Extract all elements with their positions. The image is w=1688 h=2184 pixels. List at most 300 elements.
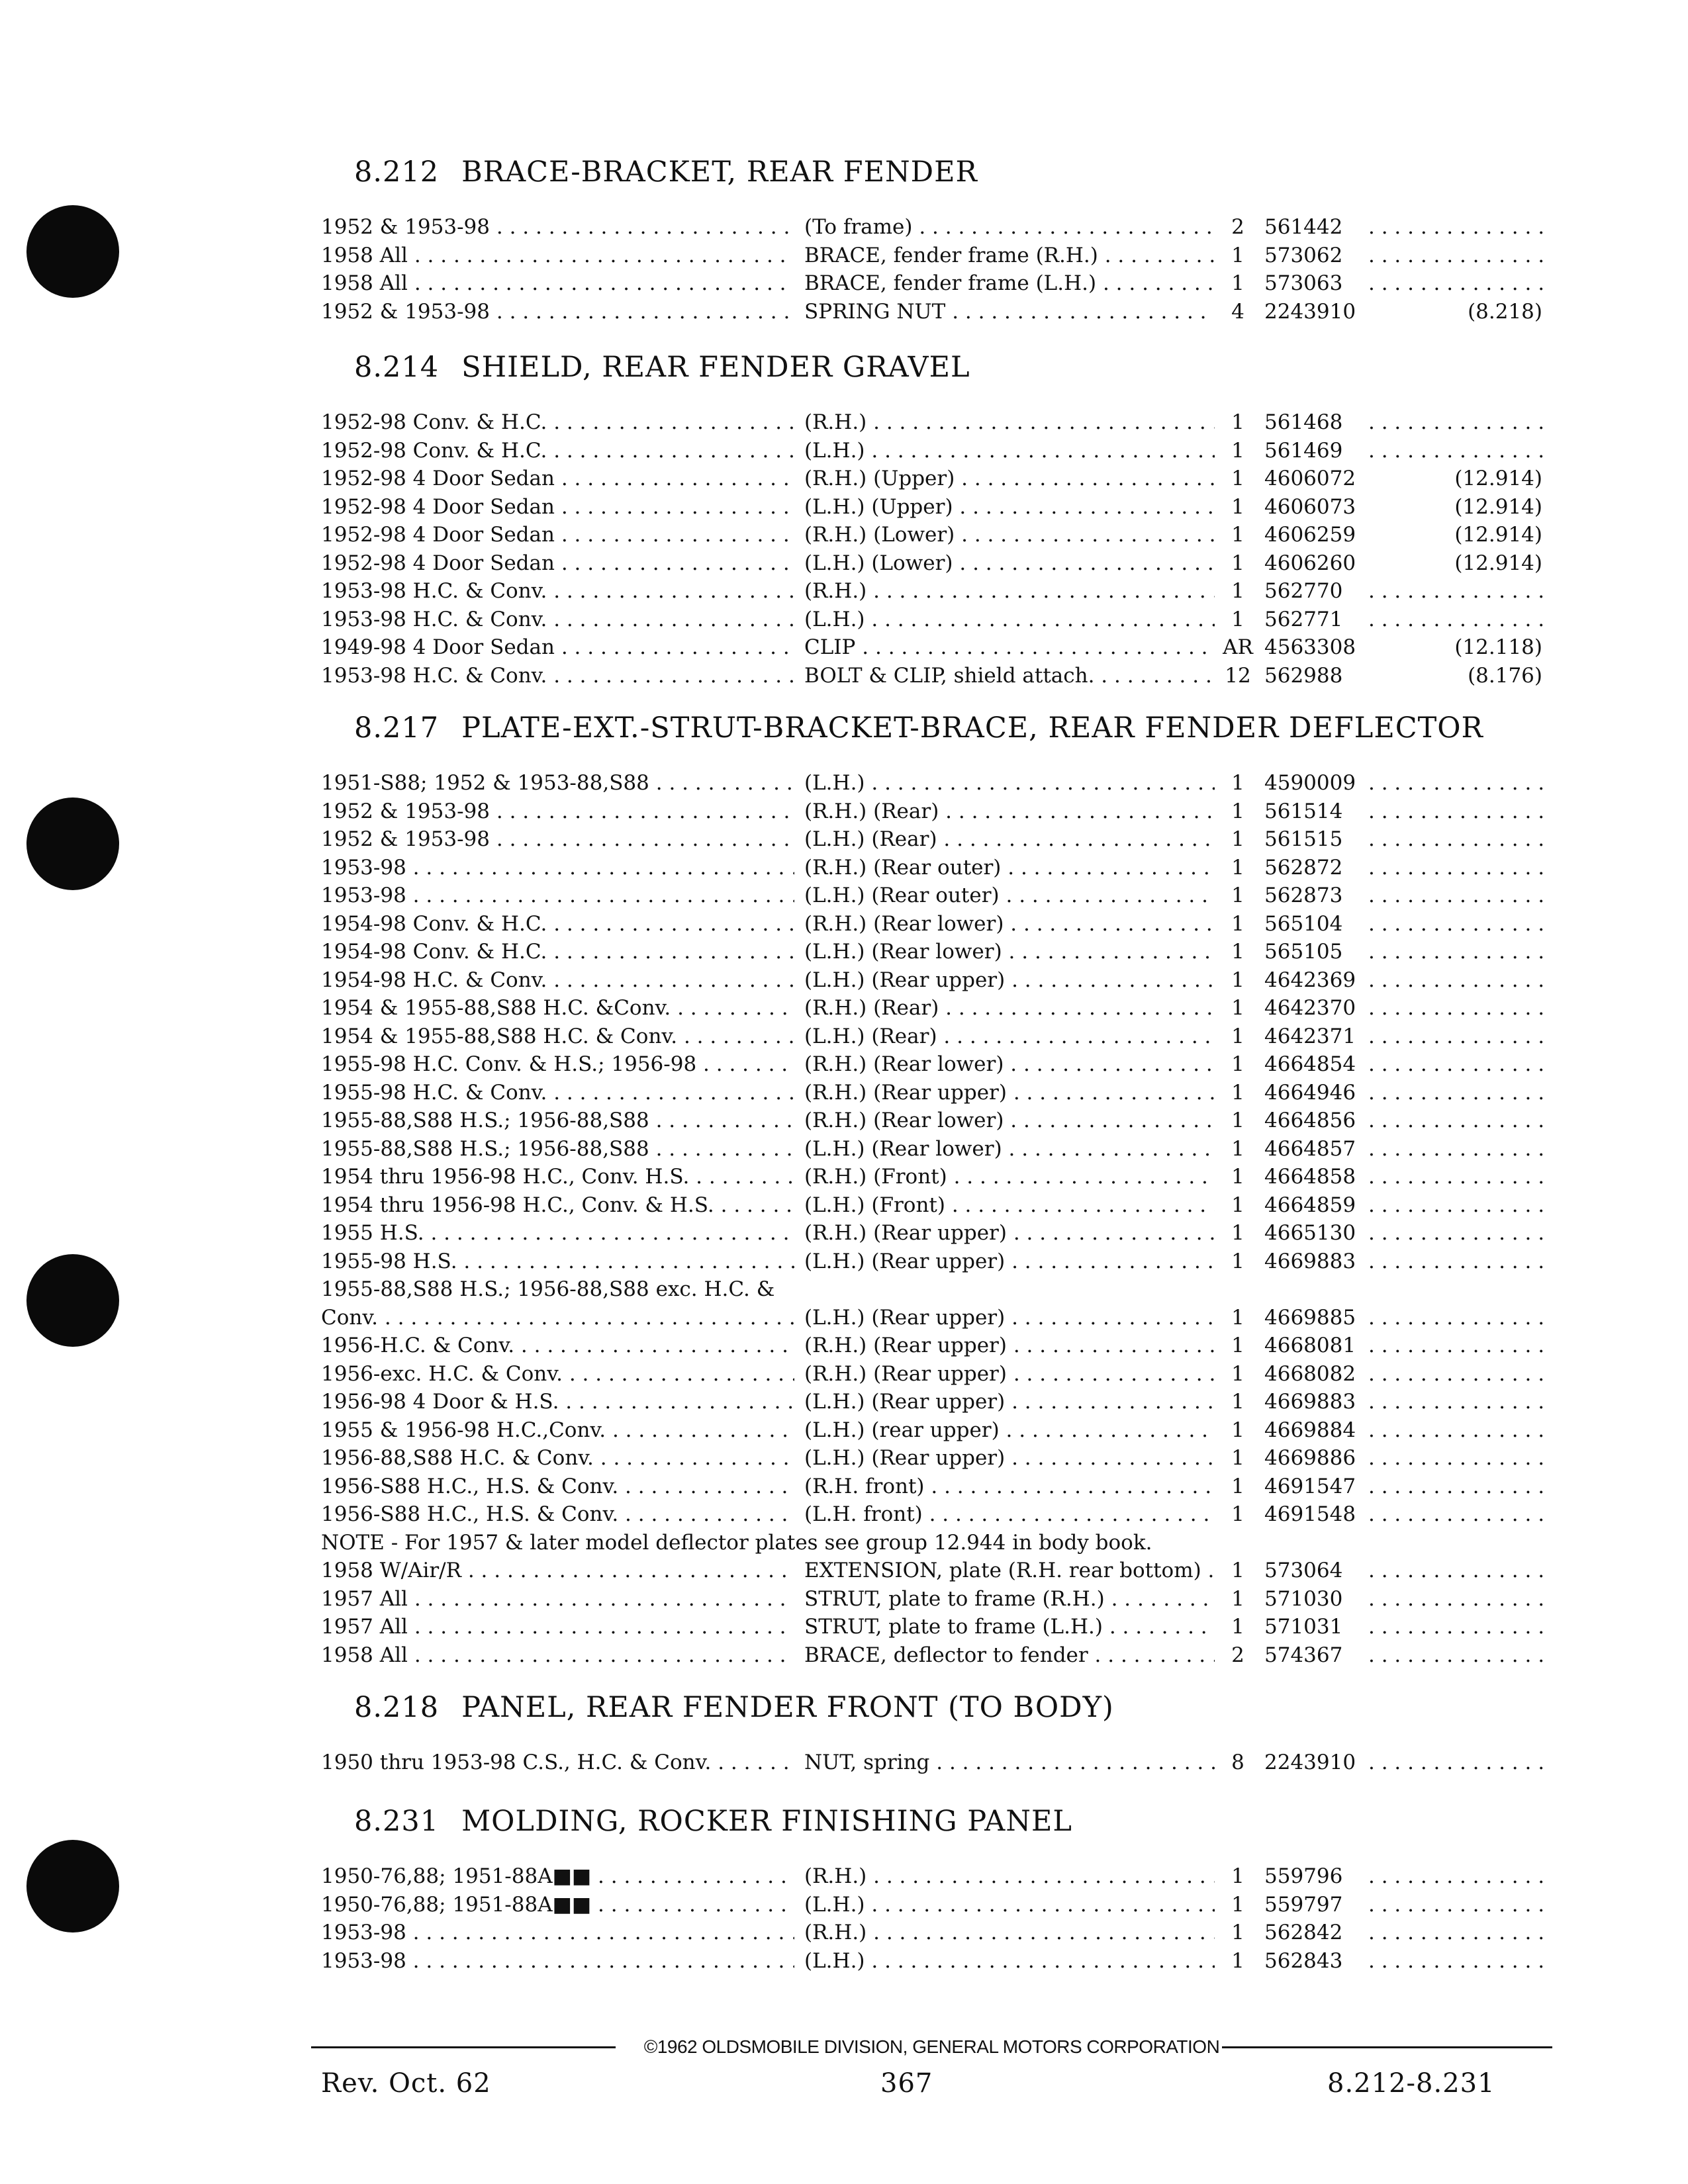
reference-cell [1367, 825, 1544, 854]
application-cell: 1954 thru 1956-98 H.C., Conv. & H.S. . . . [321, 1191, 794, 1220]
footer-section-range: 8.212-8.231 [1327, 2068, 1495, 2099]
reference-cell [1367, 213, 1544, 242]
application-cell: 1950 thru 1953-98 C.S., H.C. & Conv. . . . [321, 1749, 794, 1777]
reference-cell [1367, 1947, 1544, 1976]
table-row [321, 298, 1552, 326]
description-cell: (To frame) . . . [804, 213, 1215, 242]
part-number-cell: 4669884 [1264, 1418, 1356, 1442]
description-cell: BRACE, deflector to fender . . . [804, 1641, 1215, 1670]
part-number-cell: 4669885 [1264, 1305, 1356, 1330]
parts-table [321, 769, 1552, 1529]
description-cell: (R.H.) . . . [804, 577, 1215, 606]
application-cell: 1957 All . . . [321, 1613, 794, 1641]
quantity-cell: 1 [1231, 410, 1244, 434]
part-number-cell: 562842 [1264, 1921, 1343, 1944]
parts-table [321, 213, 1552, 326]
quantity-cell: 1 [1231, 855, 1244, 880]
part-number-cell: 4664857 [1264, 1136, 1356, 1161]
part-number-cell: 573062 [1264, 243, 1343, 267]
section-title [354, 708, 1552, 769]
table-row [321, 521, 1552, 549]
table-row [321, 1360, 1552, 1388]
table-row [321, 1416, 1552, 1445]
description-cell: BRACE, fender frame (R.H.) . . . [804, 242, 1215, 270]
description-cell: BOLT & CLIP, shield attach. . . . [804, 662, 1215, 690]
table-row [321, 1023, 1552, 1051]
part-number-cell: 4606073 [1264, 494, 1356, 519]
reference-cell: (8.218) [1468, 299, 1542, 324]
part-number-cell: 562771 [1264, 607, 1343, 631]
quantity-cell: 1 [1231, 1586, 1244, 1611]
part-number-cell: 4664854 [1264, 1052, 1356, 1076]
reference-cell [1367, 577, 1544, 606]
binder-hole [26, 1254, 119, 1347]
table-row [321, 797, 1552, 826]
binder-hole [26, 1840, 119, 1933]
table-row [321, 1473, 1552, 1501]
application-cell: 1954 & 1955-88,S88 H.C. &Conv. . . . [321, 994, 794, 1023]
application-cell: 1955 & 1956-98 H.C.,Conv. . . . [321, 1416, 794, 1445]
part-number-cell: 4668082 [1264, 1361, 1356, 1386]
description-cell: STRUT, plate to frame (L.H.) . . . [804, 1613, 1215, 1641]
part-number-cell: 565105 [1264, 940, 1343, 964]
quantity-cell: 1 [1231, 1193, 1244, 1217]
quantity-cell: 1 [1231, 494, 1244, 519]
part-number-cell: 562872 [1264, 855, 1343, 880]
table-row [321, 662, 1552, 690]
section-heading: SHIELD, REAR FENDER GRAVEL [461, 351, 970, 384]
description-cell: (L.H.) (Rear upper) . . . [804, 1388, 1215, 1416]
description-cell: (R.H.) (Rear upper) . . . [804, 1079, 1215, 1107]
reference-cell [1367, 966, 1544, 995]
reference-cell [1367, 1360, 1544, 1388]
table-row [321, 882, 1552, 910]
part-number-cell: 561468 [1264, 410, 1343, 434]
section-heading: PLATE-EXT.-STRUT-BRACKET-BRACE, REAR FENDER DEFLECTOR [461, 711, 1483, 745]
description-cell: STRUT, plate to frame (R.H.) . . . [804, 1585, 1215, 1614]
table-row [321, 1050, 1552, 1079]
table-row [321, 242, 1552, 270]
part-number-cell: 4669883 [1264, 1390, 1356, 1414]
description-cell: (L.H.) (Rear outer) . . . [804, 882, 1215, 910]
part-number-cell: 4664858 [1264, 1165, 1356, 1189]
reference-cell [1367, 1304, 1544, 1332]
quantity-cell: 1 [1231, 827, 1244, 851]
quantity-cell: 2 [1231, 215, 1244, 239]
application-cell: 1951-S88; 1952 & 1953-88,S88 . . . [321, 769, 794, 797]
description-cell: (R.H.) (Rear upper) . . . [804, 1332, 1215, 1360]
application-cell: 1953-98 . . . [321, 1947, 794, 1976]
part-number-cell: 4664859 [1264, 1193, 1356, 1217]
application-cell: 1952-98 4 Door Sedan . . . [321, 465, 794, 493]
description-cell: (L.H.) (Rear) . . . [804, 1023, 1215, 1051]
description-cell: (R.H.) (Rear) . . . [804, 994, 1215, 1023]
table-row [321, 1248, 1552, 1276]
part-number-cell: 561442 [1264, 215, 1343, 239]
part-number-cell: 4606072 [1264, 467, 1356, 490]
quantity-cell: 1 [1231, 1221, 1244, 1245]
quantity-cell: 1 [1231, 1165, 1244, 1189]
application-cell: 1955-98 H.C. & Conv. . . . [321, 1079, 794, 1107]
description-cell: (L.H.) (Rear upper) . . . [804, 1248, 1215, 1276]
part-number-cell: 4563308 [1264, 635, 1356, 659]
reference-cell [1367, 1613, 1544, 1641]
reference-cell [1367, 437, 1544, 465]
description-cell: (R.H.) (Rear) . . . [804, 797, 1215, 826]
reference-cell [1367, 1050, 1544, 1079]
section-title [354, 347, 1552, 408]
table-row [321, 1444, 1552, 1473]
footer-revision: Rev. Oct. 62 [321, 2068, 491, 2099]
section-heading: MOLDING, ROCKER FINISHING PANEL [461, 1805, 1072, 1838]
application-cell: 1952-98 Conv. & H.C. . . . [321, 408, 794, 437]
part-number-cell: 561469 [1264, 438, 1343, 463]
application-cell: 1952-98 4 Door Sedan . . . [321, 493, 794, 522]
table-row [321, 825, 1552, 854]
reference-cell [1367, 1473, 1544, 1501]
reference-cell [1367, 1248, 1544, 1276]
application-cell: 1954-98 Conv. & H.C. . . . [321, 910, 794, 938]
reference-cell [1367, 1135, 1544, 1163]
reference-cell: (12.914) [1454, 494, 1542, 519]
table-row [321, 1107, 1552, 1135]
description-cell: (R.H.) (Rear lower) . . . [804, 1050, 1215, 1079]
reference-cell [1367, 1107, 1544, 1135]
description-cell: (R.H.) (Front) . . . [804, 1163, 1215, 1191]
reference-cell [1367, 1891, 1544, 1919]
quantity-cell: 12 [1225, 663, 1251, 688]
description-cell: (R.H.) (Lower) . . . [804, 521, 1215, 549]
application-cell: 1955-98 H.S. . . . [321, 1248, 794, 1276]
reference-cell [1367, 1388, 1544, 1416]
table-row [321, 493, 1552, 522]
quantity-cell: 1 [1231, 1864, 1244, 1888]
description-cell: (L.H.) . . . [804, 437, 1215, 465]
reference-cell [1367, 994, 1544, 1023]
application-cell: 1952-98 4 Door Sedan . . . [321, 521, 794, 549]
part-number-cell: 2243910 [1264, 1751, 1356, 1774]
application-cell: 1954 & 1955-88,S88 H.C. & Conv. . . . [321, 1023, 794, 1051]
table-row [321, 1332, 1552, 1360]
quantity-cell: 1 [1231, 579, 1244, 603]
table-row [321, 769, 1552, 797]
table-row [321, 1500, 1552, 1529]
quantity-cell: 1 [1231, 1024, 1244, 1048]
section-number: 8.214 [354, 351, 440, 384]
part-number-cell: 4664946 [1264, 1080, 1356, 1105]
part-number-cell: 571030 [1264, 1586, 1343, 1611]
reference-cell [1367, 1749, 1544, 1777]
part-number-cell: 4691547 [1264, 1474, 1356, 1498]
description-cell: (R.H. front) . . . [804, 1473, 1215, 1501]
description-cell: (R.H.) (Rear upper) . . . [804, 1360, 1215, 1388]
table-row [321, 465, 1552, 493]
part-number-cell: 573063 [1264, 271, 1343, 295]
application-cell: 1956-S88 H.C., H.S. & Conv. . . . [321, 1473, 794, 1501]
footer-copyright: ©1962 OLDSMOBILE DIVISION, GENERAL MOTORS CORPORATION [641, 2036, 1223, 2057]
section-8-231 [321, 1801, 1552, 1975]
description-cell: EXTENSION, plate (R.H. rear bottom) . . . [804, 1557, 1215, 1585]
table-row [321, 1388, 1552, 1416]
application-cell: Conv. . . . [321, 1304, 794, 1332]
table-row [321, 1079, 1552, 1107]
table-row [321, 1557, 1552, 1585]
table-row [321, 1749, 1552, 1777]
section-number: 8.217 [354, 711, 440, 745]
reference-cell [1367, 797, 1544, 826]
quantity-cell: 8 [1231, 1751, 1244, 1774]
description-cell: (L.H.) (Rear upper) . . . [804, 966, 1215, 995]
reference-cell [1367, 882, 1544, 910]
quantity-cell: 1 [1231, 1109, 1244, 1132]
quantity-cell: 1 [1231, 884, 1244, 907]
section-8-214 [321, 347, 1552, 690]
quantity-cell: 1 [1231, 1418, 1244, 1442]
quantity-cell: 1 [1231, 968, 1244, 992]
quantity-cell: AR [1223, 635, 1253, 659]
table-row [321, 549, 1552, 578]
part-number-cell: 561515 [1264, 827, 1343, 851]
application-cell: 1956-H.C. & Conv. . . . [321, 1332, 794, 1360]
footer-page-number: 367 [880, 2068, 933, 2099]
application-cell: 1953-98 H.C. & Conv. . . . [321, 662, 794, 690]
quantity-cell: 4 [1231, 299, 1244, 324]
quantity-cell: 1 [1231, 523, 1244, 547]
quantity-cell: 1 [1231, 607, 1244, 631]
quantity-cell: 1 [1231, 1502, 1244, 1526]
reference-cell: (8.176) [1468, 663, 1542, 688]
part-number-cell: 4606259 [1264, 523, 1356, 547]
part-number-cell: 4665130 [1264, 1221, 1356, 1245]
part-number-cell: 562873 [1264, 884, 1343, 907]
table-row [321, 1219, 1552, 1248]
reference-cell [1367, 269, 1544, 298]
part-number-cell: 571031 [1264, 1615, 1343, 1639]
reference-cell: (12.118) [1454, 635, 1542, 659]
application-cell: 1952 & 1953-98 . . . [321, 213, 794, 242]
part-number-cell: 4590009 [1264, 771, 1356, 795]
quantity-cell: 1 [1231, 1921, 1244, 1944]
section-number: 8.231 [354, 1805, 440, 1838]
description-cell: (R.H.) (Rear lower) . . . [804, 910, 1215, 938]
part-number-cell: 574367 [1264, 1643, 1343, 1667]
application-cell: 1954-98 Conv. & H.C. . . . [321, 938, 794, 966]
section-8-212 [321, 152, 1552, 326]
quantity-cell: 1 [1231, 1390, 1244, 1414]
reference-cell: (12.914) [1454, 551, 1542, 575]
table-row [321, 1585, 1552, 1614]
description-cell: (R.H.) (Rear lower) . . . [804, 1107, 1215, 1135]
description-cell: (L.H.) (Rear lower) . . . [804, 1135, 1215, 1163]
table-row [321, 1947, 1552, 1976]
table-row [321, 437, 1552, 465]
reference-cell [1367, 938, 1544, 966]
description-cell: (L.H.) (Front) . . . [804, 1191, 1215, 1220]
description-cell: (L.H.) (Lower) . . . [804, 549, 1215, 578]
quantity-cell: 1 [1231, 1559, 1244, 1582]
footer-copyright-line [311, 2034, 1552, 2060]
application-cell: 1950-76,88; 1951-88A■■ . . . [321, 1891, 794, 1919]
application-cell: 1954-98 H.C. & Conv. . . . [321, 966, 794, 995]
description-cell: (L.H.) (Rear) . . . [804, 825, 1215, 854]
part-number-cell: 2243910 [1264, 299, 1356, 324]
section-number: 8.218 [354, 1691, 440, 1724]
description-cell: (L.H.) . . . [804, 1947, 1215, 1976]
quantity-cell: 1 [1231, 1474, 1244, 1498]
part-number-cell: 559796 [1264, 1864, 1343, 1888]
application-cell: 1955-88,S88 H.S.; 1956-88,S88 . . . [321, 1135, 794, 1163]
table-row [321, 1919, 1552, 1947]
description-cell: (L.H.) (rear upper) . . . [804, 1416, 1215, 1445]
part-number-cell: 559797 [1264, 1892, 1343, 1917]
part-number-cell: 561514 [1264, 799, 1343, 823]
reference-cell [1367, 1444, 1544, 1473]
application-cell: 1953-98 H.C. & Conv. . . . [321, 577, 794, 606]
application-cell: 1956-exc. H.C. & Conv. . . . [321, 1360, 794, 1388]
part-number-cell: 4642371 [1264, 1024, 1356, 1048]
reference-cell [1367, 606, 1544, 634]
part-number-cell: 562843 [1264, 1948, 1343, 1973]
quantity-cell: 1 [1231, 996, 1244, 1020]
quantity-cell: 1 [1231, 940, 1244, 964]
table-row [321, 1613, 1552, 1641]
description-cell: (R.H.) (Rear upper) . . . [804, 1219, 1215, 1248]
table-row [321, 994, 1552, 1023]
description-cell: (R.H.) . . . [804, 1862, 1215, 1891]
table-row [321, 1891, 1552, 1919]
reference-cell [1367, 1500, 1544, 1529]
reference-cell: (12.914) [1454, 467, 1542, 490]
table-row [321, 1163, 1552, 1191]
reference-cell [1367, 1641, 1544, 1670]
reference-cell [1367, 1079, 1544, 1107]
description-cell: (L.H.) (Rear lower) . . . [804, 938, 1215, 966]
reference-cell [1367, 1416, 1544, 1445]
parts-table-continued [321, 1557, 1552, 1669]
table-row [321, 1304, 1552, 1332]
quantity-cell: 1 [1231, 271, 1244, 295]
table-row [321, 606, 1552, 634]
table-row [321, 1275, 1552, 1304]
section-number: 8.212 [354, 156, 440, 189]
reference-cell [1367, 1557, 1544, 1585]
description-cell: (R.H.) . . . [804, 408, 1215, 437]
reference-cell [1367, 854, 1544, 882]
part-number-cell: 562988 [1264, 663, 1343, 688]
table-row [321, 408, 1552, 437]
table-row [321, 910, 1552, 938]
description-cell: SPRING NUT . . . [804, 298, 1215, 326]
table-row [321, 1641, 1552, 1670]
table-row [321, 1862, 1552, 1891]
description-cell: (L.H.) . . . [804, 606, 1215, 634]
quantity-cell: 1 [1231, 1052, 1244, 1076]
part-number-cell: 4669886 [1264, 1446, 1356, 1470]
reference-cell [1367, 1919, 1544, 1947]
parts-table [321, 408, 1552, 690]
application-cell: 1956-88,S88 H.C. & Conv. . . . [321, 1444, 794, 1473]
application-cell: 1950-76,88; 1951-88A■■ . . . [321, 1862, 794, 1891]
application-cell: 1952 & 1953-98 . . . [321, 797, 794, 826]
description-cell: (L.H. front) . . . [804, 1500, 1215, 1529]
application-cell: 1955-88,S88 H.S.; 1956-88,S88 exc. H.C. & [321, 1277, 775, 1301]
quantity-cell: 1 [1231, 911, 1244, 936]
table-row [321, 938, 1552, 966]
application-cell: 1955-88,S88 H.S.; 1956-88,S88 . . . [321, 1107, 794, 1135]
description-cell: (L.H.) (Rear upper) . . . [804, 1304, 1215, 1332]
section-title [354, 152, 1552, 213]
reference-cell [1367, 1585, 1544, 1614]
part-number-cell: 4606260 [1264, 551, 1356, 575]
application-cell: 1952 & 1953-98 . . . [321, 298, 794, 326]
application-cell: 1953-98 . . . [321, 1919, 794, 1947]
part-number-cell: 4664856 [1264, 1109, 1356, 1132]
part-number-cell: 4642369 [1264, 968, 1356, 992]
quantity-cell: 1 [1231, 1249, 1244, 1273]
quantity-cell: 2 [1231, 1643, 1244, 1667]
reference-cell: (12.914) [1454, 523, 1542, 547]
part-number-cell: 4642370 [1264, 996, 1356, 1020]
description-cell: (R.H.) (Rear outer) . . . [804, 854, 1215, 882]
table-row [321, 1135, 1552, 1163]
reference-cell [1367, 769, 1544, 797]
table-row [321, 1191, 1552, 1220]
quantity-cell: 1 [1231, 1948, 1244, 1973]
section-heading: BRACE-BRACKET, REAR FENDER [461, 156, 978, 189]
section-heading: PANEL, REAR FENDER FRONT (TO BODY) [461, 1691, 1114, 1724]
reference-cell [1367, 1023, 1544, 1051]
application-cell: 1949-98 4 Door Sedan . . . [321, 633, 794, 662]
section-8-218 [321, 1688, 1552, 1777]
application-cell: 1953-98 . . . [321, 854, 794, 882]
quantity-cell: 1 [1231, 1080, 1244, 1105]
table-row [321, 633, 1552, 662]
description-cell: (R.H.) . . . [804, 1919, 1215, 1947]
quantity-cell: 1 [1231, 1615, 1244, 1639]
application-cell: 1957 All . . . [321, 1585, 794, 1614]
description-cell: (L.H.) (Upper) . . . [804, 493, 1215, 522]
table-row [321, 577, 1552, 606]
section-8-217 [321, 708, 1552, 1669]
binder-hole [26, 205, 119, 298]
application-cell: 1952-98 Conv. & H.C. . . . [321, 437, 794, 465]
quantity-cell: 1 [1231, 771, 1244, 795]
quantity-cell: 1 [1231, 1446, 1244, 1470]
section-title [354, 1801, 1552, 1862]
quantity-cell: 1 [1231, 243, 1244, 267]
quantity-cell: 1 [1231, 799, 1244, 823]
part-number-cell: 573064 [1264, 1559, 1343, 1582]
quantity-cell: 1 [1231, 1305, 1244, 1330]
part-number-cell: 4669883 [1264, 1249, 1356, 1273]
application-cell: 1952-98 4 Door Sedan . . . [321, 549, 794, 578]
part-number-cell: 565104 [1264, 911, 1343, 936]
table-row [321, 966, 1552, 995]
reference-cell [1367, 408, 1544, 437]
application-cell: 1958 All . . . [321, 242, 794, 270]
application-cell: 1955 H.S. . . . [321, 1219, 794, 1248]
description-cell: CLIP . . . [804, 633, 1215, 662]
quantity-cell: 1 [1231, 467, 1244, 490]
quantity-cell: 1 [1231, 1361, 1244, 1386]
description-cell: (R.H.) (Upper) . . . [804, 465, 1215, 493]
application-cell: 1958 All . . . [321, 1641, 794, 1670]
quantity-cell: 1 [1231, 438, 1244, 463]
application-cell: 1952 & 1953-98 . . . [321, 825, 794, 854]
table-row [321, 854, 1552, 882]
application-cell: 1958 W/Air/R . . . [321, 1557, 794, 1585]
quantity-cell: 1 [1231, 1136, 1244, 1161]
